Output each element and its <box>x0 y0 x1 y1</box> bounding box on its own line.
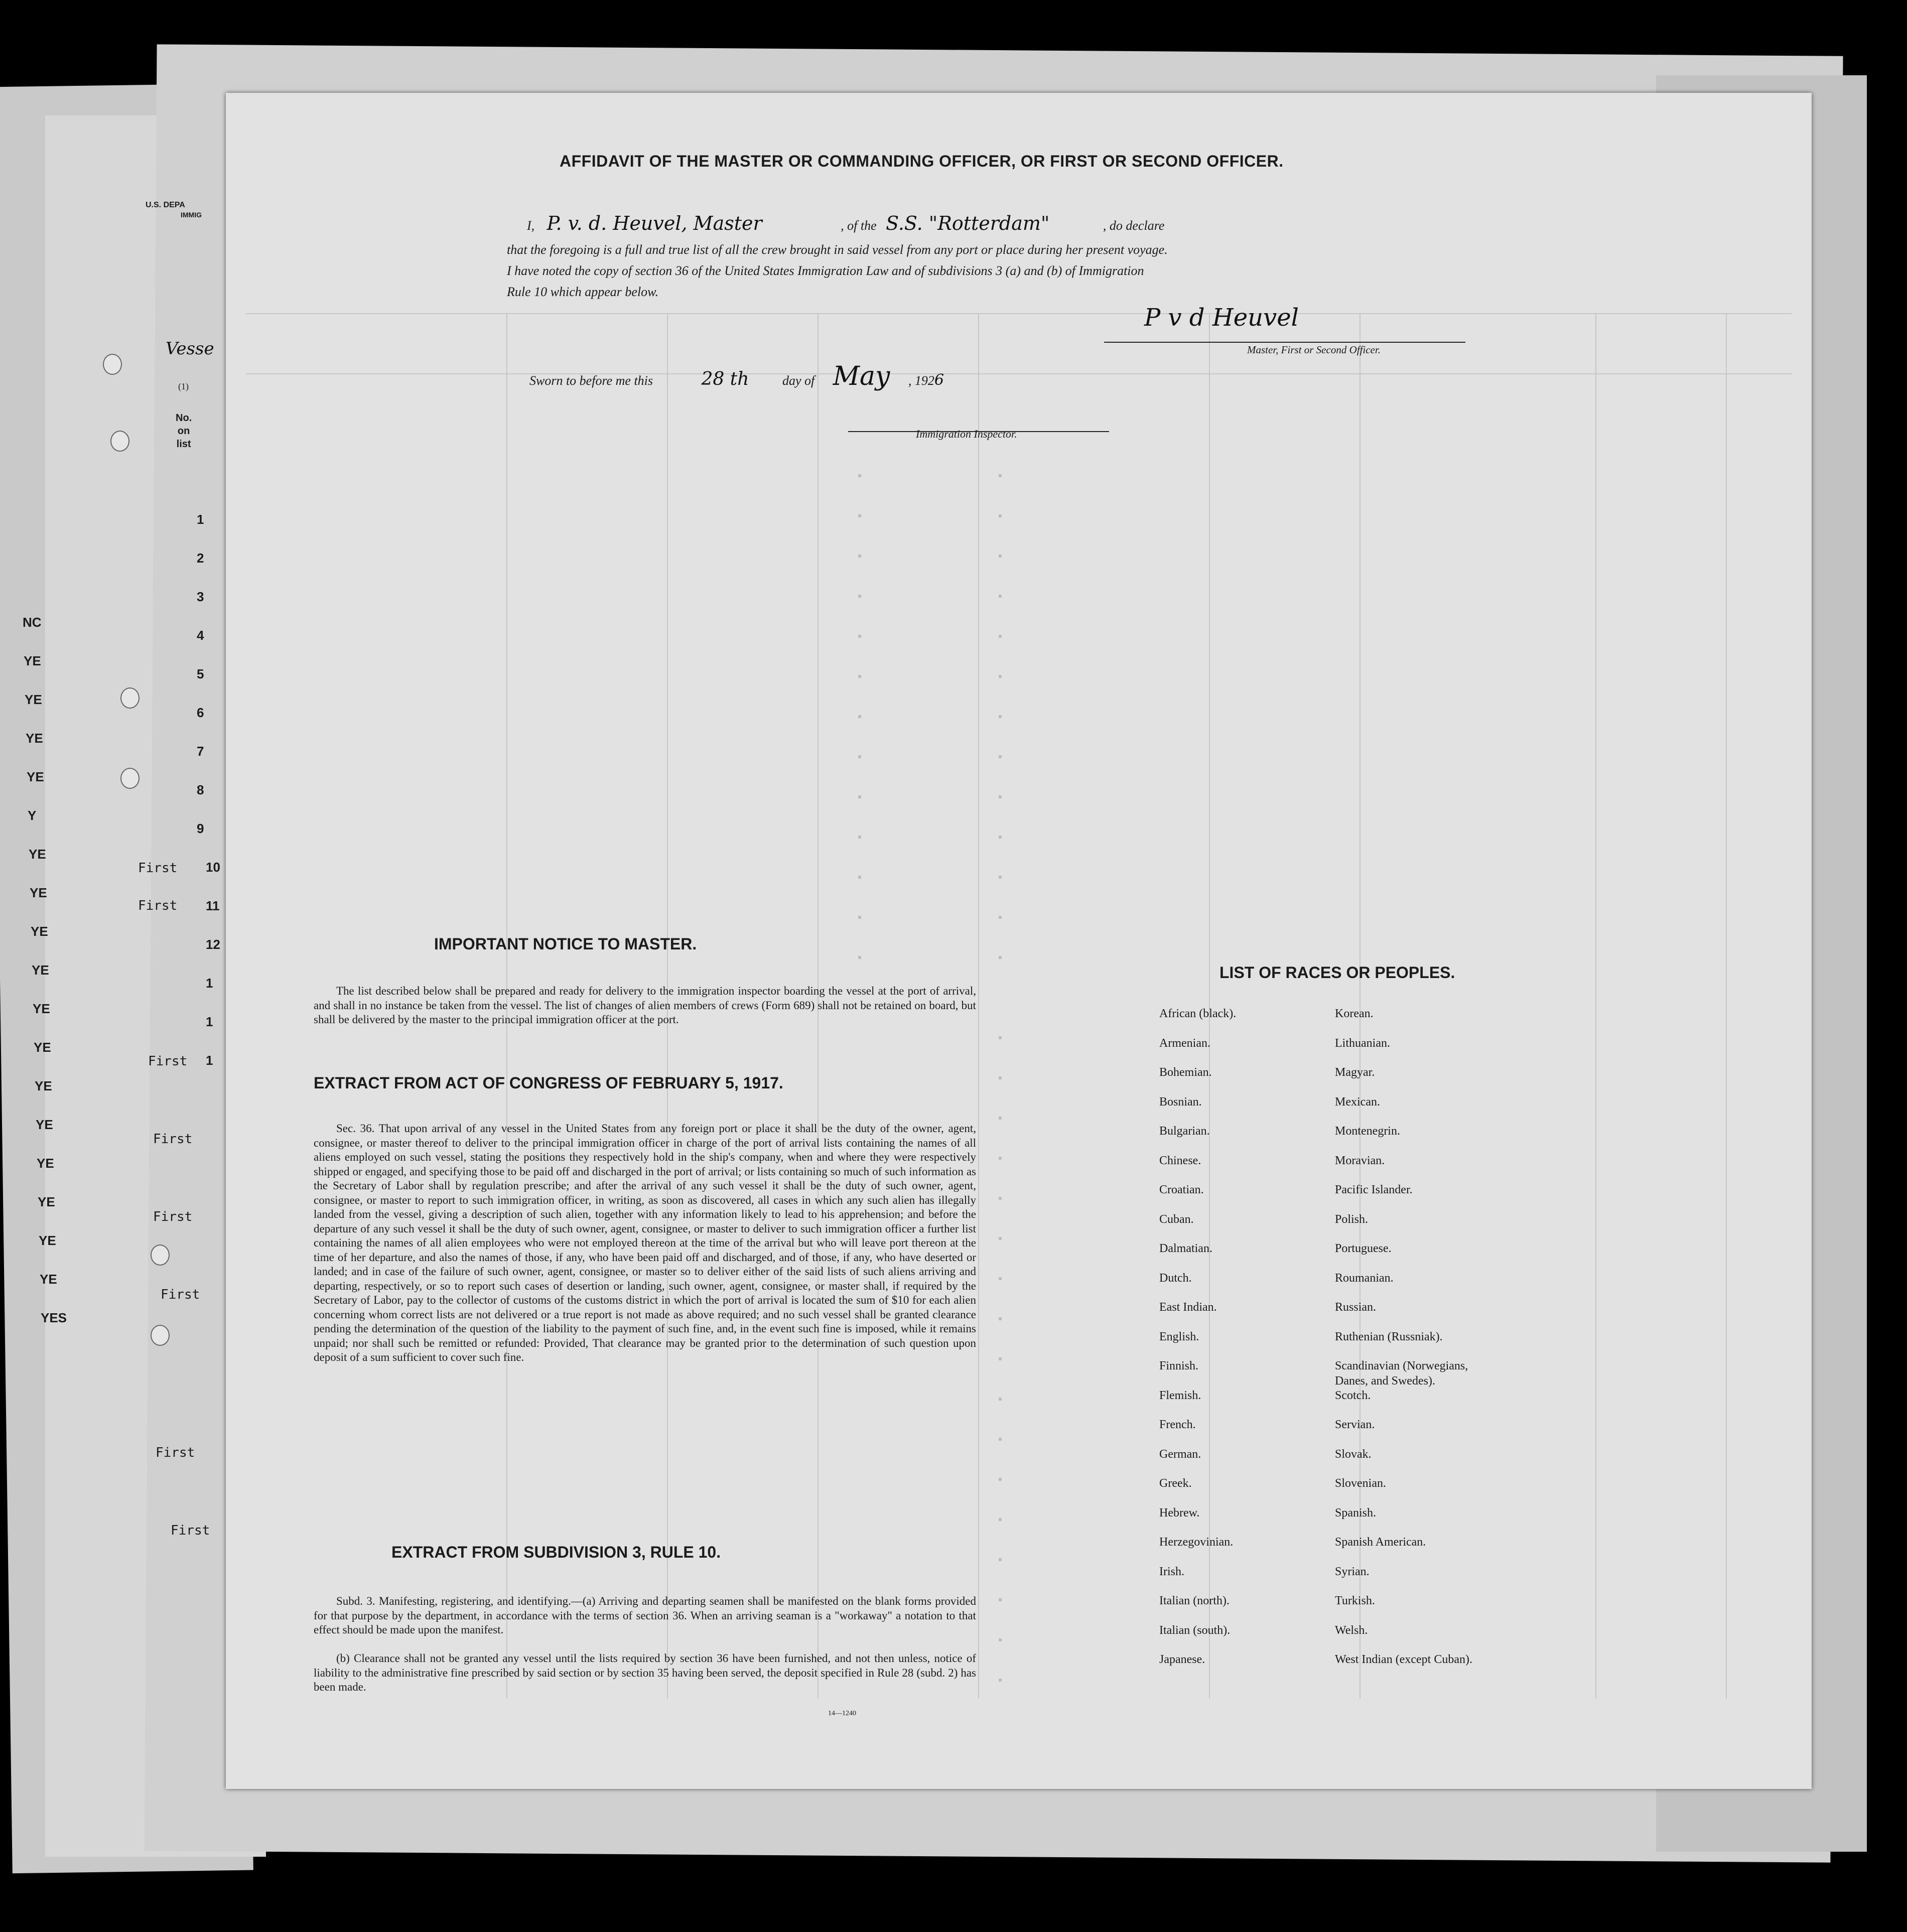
left-yes-mark: NC <box>23 615 42 630</box>
left-row-number: 8 <box>197 782 204 797</box>
signature-caption: Master, First or Second Officer. <box>1247 344 1381 356</box>
left-yes-mark: YE <box>38 1194 55 1209</box>
race-item: French. <box>1159 1418 1196 1431</box>
punch-hole <box>120 768 140 789</box>
race-item: West Indian (except Cuban). <box>1335 1653 1472 1666</box>
race-item: Korean. <box>1335 1007 1374 1020</box>
left-yes-mark: YE <box>31 924 48 939</box>
left-yes-mark: YE <box>35 1078 52 1093</box>
declaration-line-4: Rule 10 which appear below. <box>507 285 659 299</box>
race-item: Danes, and Swedes). <box>1335 1374 1435 1388</box>
extract-rule-title: EXTRACT FROM SUBDIVISION 3, RULE 10. <box>391 1543 721 1561</box>
punch-hole <box>151 1325 170 1346</box>
left-row-number: 1 <box>206 1053 213 1068</box>
sworn-day: 28 th <box>701 369 749 389</box>
left-first-label: First <box>161 1287 200 1302</box>
race-item: Hebrew. <box>1159 1506 1200 1520</box>
race-item: Spanish American. <box>1335 1536 1426 1549</box>
race-item: Moravian. <box>1335 1154 1385 1167</box>
left-yes-mark: YE <box>29 847 46 862</box>
race-item: Croatian. <box>1159 1183 1204 1196</box>
race-item: Greek. <box>1159 1477 1192 1490</box>
race-item: Bosnian. <box>1159 1095 1202 1109</box>
race-item: Ruthenian (Russniak). <box>1335 1330 1443 1343</box>
left-row-number: 1 <box>197 512 204 527</box>
race-item: Slovenian. <box>1335 1477 1386 1490</box>
affidavit-title: AFFIDAVIT OF THE MASTER OR COMMANDING OFFICER, OR FIRST OR SECOND OFFICER. <box>560 152 1284 170</box>
race-item: Finnish. <box>1159 1359 1199 1372</box>
left-yes-mark: YES <box>41 1310 67 1325</box>
race-item: Japanese. <box>1159 1653 1205 1666</box>
left-first-label: First <box>156 1445 195 1460</box>
left-yes-mark: Y <box>28 808 37 823</box>
extract-act-text: Sec. 36. That upon arrival of any vessel in the United States from any foreign port or place it shall be the duty of the owner, agent, consignee, or master thereof to deliver to the principal immigration officer in charge of the port of arrival lists containing the names of all aliens employed on such vessel, stating the positions they respectively hold in the ship's company, when and where they were respectively shipped or engaged, and specifying those to be paid off and discharged in the port of arrival; or lists containing so much of such information as the Secretary of Labor shall by regulation prescribe; and after the arrival of any such vessel it shall be the duty of such owner, agent, consignee, or master to report to such immigration officer, in writing, as soon as discovered, all cases in which any such alien has illegally landed from the vessel, giving a description of such alien, together with any information likely to lead to his apprehension; and before the departure of any such vessel it shall be the duty of such owner, agent, consignee, or master to deliver to such immigration officer a further list containing the names of all alien employees who were not employed thereon at the time of the arrival but who will leave port thereon at the time of her departure, and also the names of those, if any, who have been paid off and discharged, and of those, if any, who have deserted or landed; and in case of the failure of such owner, agent, consignee, or master so to deliver either of the said lists of such aliens arriving and departing, respectively, or so to report such cases of desertion or landing, such owner, agent, consignee, or master shall, if required by the Secretary of Labor, pay to the collector of customs of the customs district in which the port of arrival is located the sum of $10 for each alien concerning whom correct lists are not delivered or a true report is not made as above required; and no such vessel shall be granted clearance pending the determination of the question of the liability to the payment of such fine, and, in the event such fine is imposed, while it remains unpaid; nor shall such be remitted or refunded: Provided, That clearance may be granted prior to the determination of such question upon deposit of a sum sufficient to cover such fine. <box>314 1122 976 1363</box>
punch-hole <box>151 1245 170 1266</box>
race-item: Cuban. <box>1159 1212 1194 1226</box>
left-dept-line2: IMMIG <box>181 211 202 219</box>
left-col-header-num: (1) <box>178 381 189 391</box>
left-first-label: First <box>153 1132 193 1147</box>
left-col-header: No. on list <box>176 412 192 450</box>
declaration-line-1: I, P. v. d. Heuvel, Master , of the S.S. "Rotterdam" , do declare <box>527 212 1165 234</box>
left-row-number: 11 <box>206 898 220 913</box>
race-item: Bulgarian. <box>1159 1125 1210 1138</box>
left-yes-mark: YE <box>26 731 43 746</box>
extract-act-title: EXTRACT FROM ACT OF CONGRESS OF FEBRUARY 5, 1917. <box>314 1074 783 1092</box>
race-item: Dalmatian. <box>1159 1242 1212 1255</box>
affidavit-sheet <box>226 93 1812 1789</box>
race-item: Italian (south). <box>1159 1623 1231 1637</box>
race-item: Roumanian. <box>1335 1271 1394 1285</box>
inspector-caption: Immigration Inspector. <box>916 428 1017 440</box>
race-item: Irish. <box>1159 1565 1184 1578</box>
left-yes-mark: YE <box>39 1233 56 1248</box>
punch-hole <box>110 431 129 452</box>
race-item: Slovak. <box>1335 1447 1372 1461</box>
notice-text: The list described below shall be prepared and ready for delivery to the immigration inspector boarding the vessel at the port of arrival, and shall in no instance be taken from the vessel. The list of changes of alien members of crews (Form 689) shall not be retained on board, but shall be delivered by the master to the principal immigration officer at the port. <box>314 985 976 1026</box>
notice-title: IMPORTANT NOTICE TO MASTER. <box>434 935 697 953</box>
race-item: Mexican. <box>1335 1095 1380 1109</box>
left-vessel-label: Vesse <box>166 339 214 359</box>
left-row-number: 12 <box>206 937 220 952</box>
race-item: Polish. <box>1335 1212 1369 1226</box>
race-item: Russian. <box>1335 1301 1377 1314</box>
left-row-number: 4 <box>197 628 204 643</box>
race-item: Portuguese. <box>1335 1242 1392 1255</box>
race-item: Spanish. <box>1335 1506 1377 1520</box>
race-item: Syrian. <box>1335 1565 1370 1578</box>
left-row-number: 9 <box>197 821 204 836</box>
left-yes-mark: YE <box>27 769 44 784</box>
declaration-line-3: I have noted the copy of section 36 of the United States Immigration Law and of subdivisions 3 (a) and (b) of Immigration <box>507 263 1144 278</box>
left-yes-mark: YE <box>33 1001 50 1016</box>
race-item: Scandinavian (Norwegians, <box>1335 1359 1468 1372</box>
left-first-label: First <box>153 1209 193 1224</box>
race-item: Turkish. <box>1335 1594 1375 1607</box>
race-item: Servian. <box>1335 1418 1375 1431</box>
left-yes-mark: YE <box>34 1040 51 1055</box>
sworn-year-digit: 6 <box>934 371 944 389</box>
left-yes-mark: YE <box>36 1117 53 1132</box>
left-first-label: First <box>138 898 178 913</box>
race-item: East Indian. <box>1159 1301 1217 1314</box>
race-item: Lithuanian. <box>1335 1036 1390 1050</box>
left-yes-mark: YE <box>25 692 42 707</box>
left-row-number: 1 <box>206 1014 213 1029</box>
race-item: Magyar. <box>1335 1066 1375 1079</box>
race-item: African (black). <box>1159 1007 1237 1020</box>
race-item: Bohemian. <box>1159 1066 1212 1079</box>
left-row-number: 2 <box>197 550 204 566</box>
race-item: Chinese. <box>1159 1154 1201 1167</box>
left-row-number: 6 <box>197 705 204 720</box>
left-row-number: 3 <box>197 589 204 604</box>
left-first-label: First <box>148 1054 188 1069</box>
race-item: Scotch. <box>1335 1389 1371 1402</box>
left-yes-mark: YE <box>37 1156 54 1171</box>
extract-rule-text-a: Subd. 3. Manifesting, registering, and identifying.—(a) Arriving and departing seamen shall be manifested on the blank forms provided for that purpose by the department, in accordance with the terms of section 36. When an arriving seaman is a "workaway" a notation to that effect should be made upon the manifest. <box>314 1595 976 1636</box>
declaration-line-2: that the foregoing is a full and true list of all the crew brought in said vessel from any port or place during her present voyage. <box>507 242 1168 257</box>
race-item: Flemish. <box>1159 1389 1201 1402</box>
left-row-number: 10 <box>206 860 220 875</box>
extract-rule-text-b: (b) Clearance shall not be granted any vessel until the lists required by section 36 have been furnished, and not then unless, notice of liability to the administrative fine prescribed by said section or by section 35 having been served, the deposit specified in Rule 28 (subd. 2) has been made. <box>314 1652 976 1693</box>
race-item: German. <box>1159 1447 1201 1461</box>
race-item: Montenegrin. <box>1335 1125 1400 1138</box>
vessel-name: S.S. "Rotterdam" <box>886 212 1050 234</box>
left-yes-mark: YE <box>30 885 47 900</box>
left-yes-mark: YE <box>32 962 49 978</box>
signature-line <box>1104 342 1465 343</box>
left-row-number: 7 <box>197 744 204 759</box>
left-first-label: First <box>171 1523 210 1538</box>
left-dept-line1: U.S. DEPA <box>146 201 185 209</box>
sworn-month: May <box>833 361 890 391</box>
race-item: Pacific Islander. <box>1335 1183 1413 1196</box>
punch-hole <box>103 354 122 375</box>
master-signature: P v d Heuvel <box>1144 304 1299 332</box>
master-name: P. v. d. Heuvel, Master <box>547 212 762 234</box>
race-item: Dutch. <box>1159 1271 1192 1285</box>
race-item: Italian (north). <box>1159 1594 1230 1607</box>
race-item: Armenian. <box>1159 1036 1210 1050</box>
races-title: LIST OF RACES OR PEOPLES. <box>1219 963 1455 982</box>
left-yes-mark: YE <box>40 1272 57 1287</box>
left-row-number: 1 <box>206 976 213 991</box>
race-item: Welsh. <box>1335 1623 1368 1637</box>
left-first-label: First <box>138 861 178 876</box>
sworn-line: Sworn to before me this 28 th day of May , 1926 <box>529 361 944 391</box>
punch-hole <box>120 687 140 709</box>
race-item: Herzegovinian. <box>1159 1536 1234 1549</box>
left-row-number: 5 <box>197 666 204 681</box>
form-number: 14—1240 <box>828 1710 856 1717</box>
race-item: English. <box>1159 1330 1199 1343</box>
left-yes-mark: YE <box>24 653 41 668</box>
